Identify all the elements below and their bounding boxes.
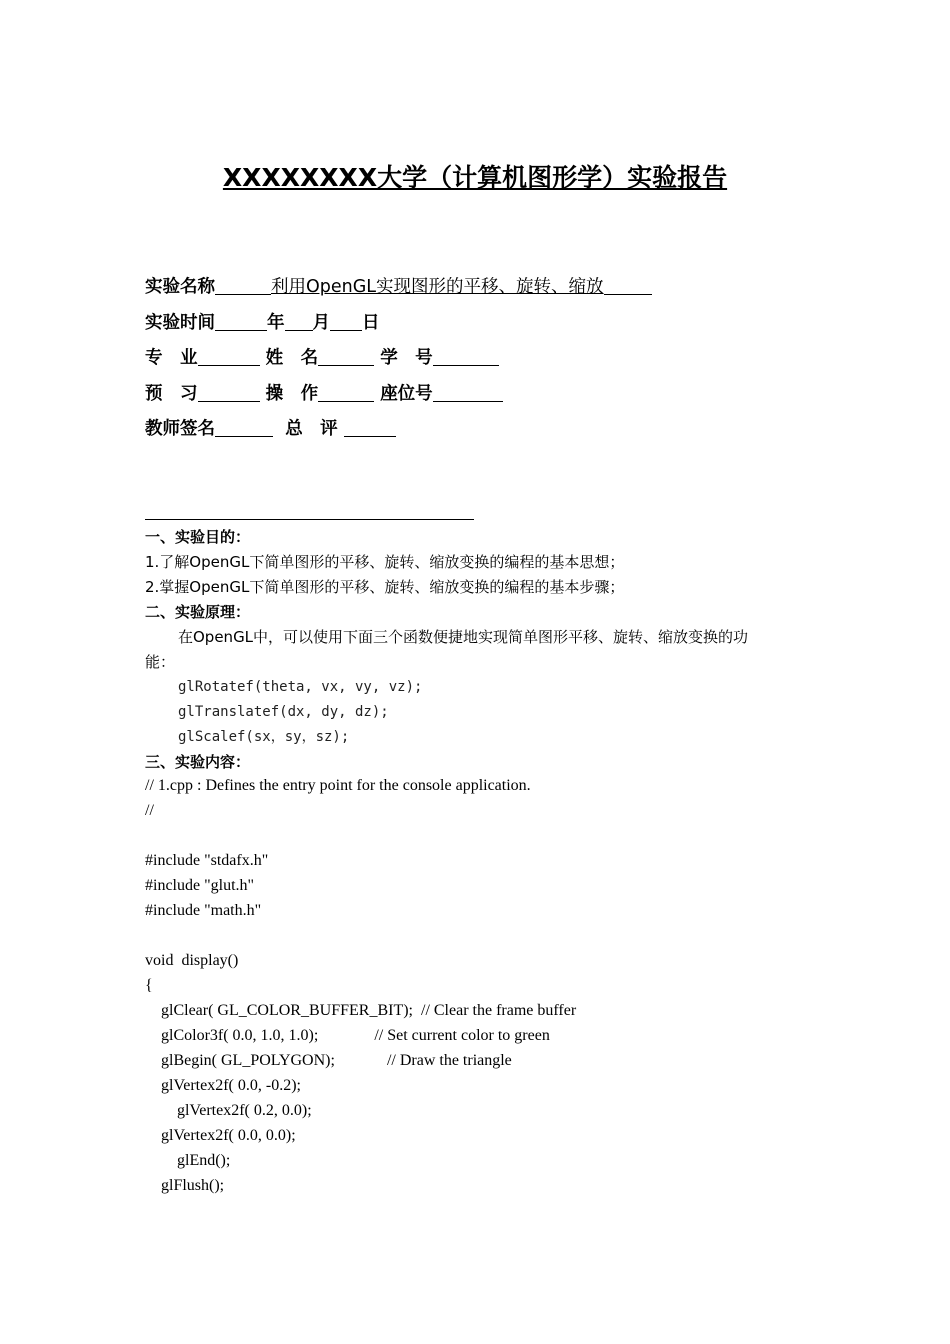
report-title: XXXXXXXX大学（计算机图形学）实验报告 [222,163,728,192]
code-line: glFlush(); [145,1177,225,1194]
section-2-heading: 二、实验原理： [145,603,251,621]
blank-line [215,312,267,331]
year-label: 年 [267,313,285,333]
section-1-heading: 一、实验目的： [145,528,251,546]
blank-line [330,312,362,331]
code-line: // 1.cpp : Defines the entry point for the console application. [145,777,531,794]
objective-item-2: 2.掌握OpenGL下简单图形的平移、旋转、缩放变换的编程的基本步骤； [145,578,625,596]
student-id-label: 学 号 [380,348,433,368]
blank-line [198,347,260,366]
divider-line [145,519,474,520]
code-line: glVertex2f( 0.2, 0.0); [145,1102,312,1119]
objective-item-1: 1.了解OpenGL下简单图形的平移、旋转、缩放变换的编程的基本思想； [145,553,625,571]
blank-line [433,347,499,366]
day-label: 日 [362,313,380,333]
blank-line [215,276,271,295]
experiment-time-label: 实验时间 [145,313,215,333]
blank-line [198,383,260,402]
principle-paragraph-line-1: 在OpenGL中，可以使用下面三个函数便捷地实现简单图形平移、旋转、缩放变换的功 [178,628,749,646]
experiment-name-label: 实验名称 [145,277,215,297]
code-line: glVertex2f( 0.0, 0.0); [145,1127,296,1144]
code-line: { [145,977,153,994]
month-label: 月 [312,313,330,333]
code-line: #include "stdafx.h" [145,852,269,869]
function-translate: glTranslatef(dx, dy, dz); [178,704,389,720]
code-line: #include "math.h" [145,902,262,919]
code-line: glBegin( GL_POLYGON); // Draw the triangle [145,1052,512,1069]
code-line: // [145,802,154,819]
code-line: glVertex2f( 0.0, -0.2); [145,1077,301,1094]
major-row [145,344,499,369]
principle-paragraph-line-2: 能： [145,653,176,671]
code-line: void display() [145,952,239,969]
blank-line [433,383,503,402]
blank-line [344,418,396,437]
operation-label: 操 作 [265,384,319,404]
blank-line [215,418,273,437]
section-3-heading: 三、实验内容： [145,753,251,771]
teacher-row [145,415,396,440]
code-line: #include "glut.h" [145,877,255,894]
experiment-name-value: 利用OpenGL实现图形的平移、旋转、缩放 [271,277,604,297]
seat-label: 座位号 [380,384,433,404]
blank-line [604,276,652,295]
code-line: glClear( GL_COLOR_BUFFER_BIT); // Clear the frame buffer [145,1002,577,1019]
experiment-name-row [145,273,652,298]
experiment-time-row [145,309,380,334]
preview-row [145,380,503,405]
function-rotate: glRotatef(theta, vx, vy, vz); [178,679,423,695]
teacher-sign-label: 教师签名 [145,419,215,439]
major-label: 专 业 [145,348,198,368]
blank-line [285,312,313,331]
preview-label: 预 习 [145,384,198,404]
name-label: 姓 名 [265,348,319,368]
overall-label: 总 评 [285,419,338,439]
blank-line [318,383,374,402]
blank-line [318,347,374,366]
function-scale: glScalef(sx，sy，sz); [178,729,350,745]
code-line: glColor3f( 0.0, 1.0, 1.0); // Set current color to green [145,1027,550,1044]
code-line: glEnd(); [145,1152,231,1169]
